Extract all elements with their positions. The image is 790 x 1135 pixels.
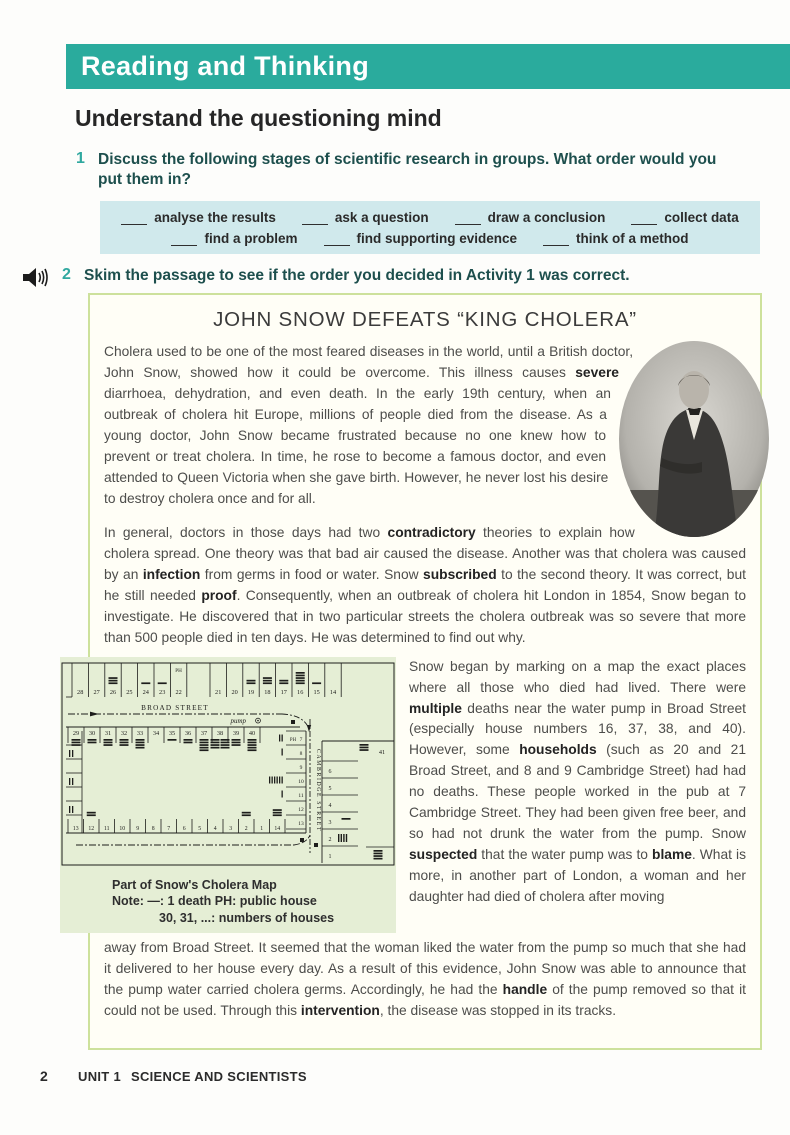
map-caption-note-2: 30, 31, ...: numbers of houses <box>159 911 335 926</box>
unit-label: UNIT 1 <box>78 1069 121 1084</box>
svg-text:21: 21 <box>215 688 222 696</box>
passage-paragraph-3: Snow began by marking on a map the exact places where all those who died had lived. There were multiple deaths near the water pump in Broad Street (especially house numbers 16, 37, 38, and 40). However, some households (such as 20 and 21 Broad Street, and 8 and 9 Cambridge Street) had had no deaths. These people worked in the pub at 7 Cambridge Street. They had been given free beer, and so had not drunk the water from the pump. Snow suspected that the water pump was to blame. What is more, in another part of London, a woman and her daughter had died of cholera after moving <box>409 658 746 905</box>
svg-text:7: 7 <box>167 825 171 832</box>
page-title: Understand the questioning mind <box>75 105 442 131</box>
svg-text:15: 15 <box>313 688 320 696</box>
svg-text:4: 4 <box>213 825 217 832</box>
svg-text:17: 17 <box>280 688 287 696</box>
svg-text:37: 37 <box>200 729 208 737</box>
passage-paragraph-2: In general, doctors in those days had two contradictory theories to explain how cholera spread. One theory was that bad air caused the disease. Another was that cholera was caused by an infection from germs in food or water. Snow subscribed to the second theory. It was correct, but he still needed proof. Consequently, when an outbreak of cholera hit London in 1854, Snow began to investigate. He discovered that in two particular streets the cholera outbreak was so severe that more than 500 people died in ten days. He was determined to find out why. <box>104 524 746 645</box>
svg-text:27: 27 <box>93 688 100 696</box>
map-caption <box>60 875 396 928</box>
svg-text:6: 6 <box>328 768 332 775</box>
svg-text:36: 36 <box>184 729 192 737</box>
answer-blank <box>543 231 569 246</box>
exercise-item: analyse the results <box>121 210 276 225</box>
activity-1-instruction: Discuss the following stages of scientific research in groups. What order would you put them in? <box>98 151 717 189</box>
exercise-line-1 <box>100 210 760 225</box>
svg-text:PH: PH <box>289 737 297 743</box>
answer-blank <box>171 231 197 246</box>
svg-text:8: 8 <box>299 750 303 757</box>
svg-text:14: 14 <box>274 825 281 832</box>
svg-text:9: 9 <box>299 764 303 771</box>
svg-text:16: 16 <box>297 688 304 696</box>
section-banner-title: Reading and Thinking <box>81 51 369 81</box>
svg-text:5: 5 <box>328 785 332 792</box>
svg-text:3: 3 <box>328 819 332 826</box>
svg-text:6: 6 <box>182 825 186 832</box>
svg-text:20: 20 <box>231 688 238 696</box>
exercise-item: draw a conclusion <box>455 210 606 225</box>
svg-text:4: 4 <box>328 802 332 809</box>
svg-text:12: 12 <box>298 806 304 813</box>
reading-passage <box>72 293 762 1050</box>
answer-blank <box>455 210 481 225</box>
svg-text:24: 24 <box>142 688 149 696</box>
svg-text:2: 2 <box>244 825 248 832</box>
page-number: 2 <box>40 1068 48 1084</box>
page-footer <box>40 1068 307 1084</box>
ordering-exercise-box <box>100 201 760 254</box>
svg-text:BROAD STREET: BROAD STREET <box>141 703 209 712</box>
svg-text:23: 23 <box>159 688 166 696</box>
svg-text:34: 34 <box>152 729 160 737</box>
svg-text:33: 33 <box>136 729 144 737</box>
passage-paragraph-1: Cholera used to be one of the most feared diseases in the world, until a British doctor, John Snow, showed how it could be overcome. This illness causes severe diarrhoea, dehydration, and even death. In the early 19th century, when an outbreak of cholera hit Europe, millions of people died from the disease. As a young doctor, John Snow became frustrated because no one knew how to prevent or treat cholera. In time, he rose to become a famous doctor, and even attended to Queen Victoria when she gave birth. However, he never lost his desire to destroy cholera once and for all. <box>104 342 746 510</box>
svg-text:22: 22 <box>175 688 182 696</box>
activity-2-instruction: Skim the passage to see if the order you decided in Activity 1 was correct. <box>84 267 630 284</box>
activity-1 <box>76 150 726 190</box>
exercise-item: think of a method <box>543 231 689 246</box>
svg-text:30: 30 <box>88 729 96 737</box>
svg-text:2: 2 <box>328 836 332 843</box>
exercise-line-2 <box>100 231 760 246</box>
exercise-item: collect data <box>631 210 738 225</box>
passage-title: JOHN SNOW DEFEATS “KING CHOLERA” <box>213 308 637 331</box>
svg-text:32: 32 <box>120 729 128 737</box>
map-caption-title: Part of Snow's Cholera Map <box>112 877 277 892</box>
map-caption-note: Note: —: 1 death PH: public house <box>112 894 317 909</box>
cholera-map-figure <box>60 657 396 934</box>
exercise-item: ask a question <box>302 210 429 225</box>
activity-2 <box>22 266 777 288</box>
answer-blank <box>302 210 328 225</box>
activity-1-number: 1 <box>76 150 85 167</box>
svg-text:11: 11 <box>103 825 110 832</box>
unit-title: SCIENCE AND SCIENTISTS <box>130 1069 307 1084</box>
svg-text:25: 25 <box>126 688 133 696</box>
section-banner <box>66 44 790 89</box>
svg-text:35: 35 <box>168 729 176 737</box>
svg-text:3: 3 <box>229 825 233 832</box>
svg-text:40: 40 <box>248 729 256 737</box>
answer-blank <box>121 210 147 225</box>
john-snow-portrait <box>618 340 770 538</box>
svg-text:5: 5 <box>198 825 202 832</box>
svg-text:26: 26 <box>109 688 117 696</box>
svg-text:13: 13 <box>298 820 304 827</box>
audio-speaker-icon[interactable] <box>22 267 49 288</box>
svg-text:41: 41 <box>378 748 386 756</box>
svg-text:8: 8 <box>151 825 155 832</box>
svg-text:10: 10 <box>119 825 126 832</box>
svg-text:29: 29 <box>72 729 80 737</box>
svg-text:38: 38 <box>216 729 224 737</box>
answer-blank <box>631 210 657 225</box>
svg-text:28: 28 <box>77 688 84 696</box>
svg-text:18: 18 <box>264 688 271 696</box>
activity-2-number: 2 <box>62 266 71 283</box>
svg-text:10: 10 <box>298 778 304 785</box>
svg-text:13: 13 <box>72 825 79 832</box>
svg-text:12: 12 <box>88 825 95 832</box>
svg-text:9: 9 <box>136 825 140 832</box>
svg-text:11: 11 <box>298 792 304 799</box>
svg-text:7: 7 <box>299 736 303 743</box>
svg-text:31: 31 <box>104 729 112 737</box>
svg-text:1: 1 <box>260 825 264 832</box>
exercise-item: find supporting evidence <box>324 231 518 246</box>
svg-text:39: 39 <box>232 729 240 737</box>
svg-text:1: 1 <box>328 853 332 860</box>
svg-text:pump: pump <box>230 716 246 725</box>
svg-text:19: 19 <box>247 688 255 696</box>
svg-text:CAMBRIDGE STREET: CAMBRIDGE STREET <box>315 748 321 832</box>
svg-text:PH: PH <box>175 667 182 674</box>
passage-paragraph-4: away from Broad Street. It seemed that the woman liked the water from the pump so much that she had it delivered to her house every day. As a result of this evidence, John Snow was able to announce that the pump water carried cholera germs. Accordingly, he had the handle of the pump removed so that it could not be used. Through this intervention, the disease was stopped in its tracks. <box>104 940 746 1019</box>
svg-text:14: 14 <box>329 688 337 696</box>
answer-blank <box>324 231 350 246</box>
exercise-item: find a problem <box>171 231 297 246</box>
cholera-map-drawing <box>60 657 396 870</box>
